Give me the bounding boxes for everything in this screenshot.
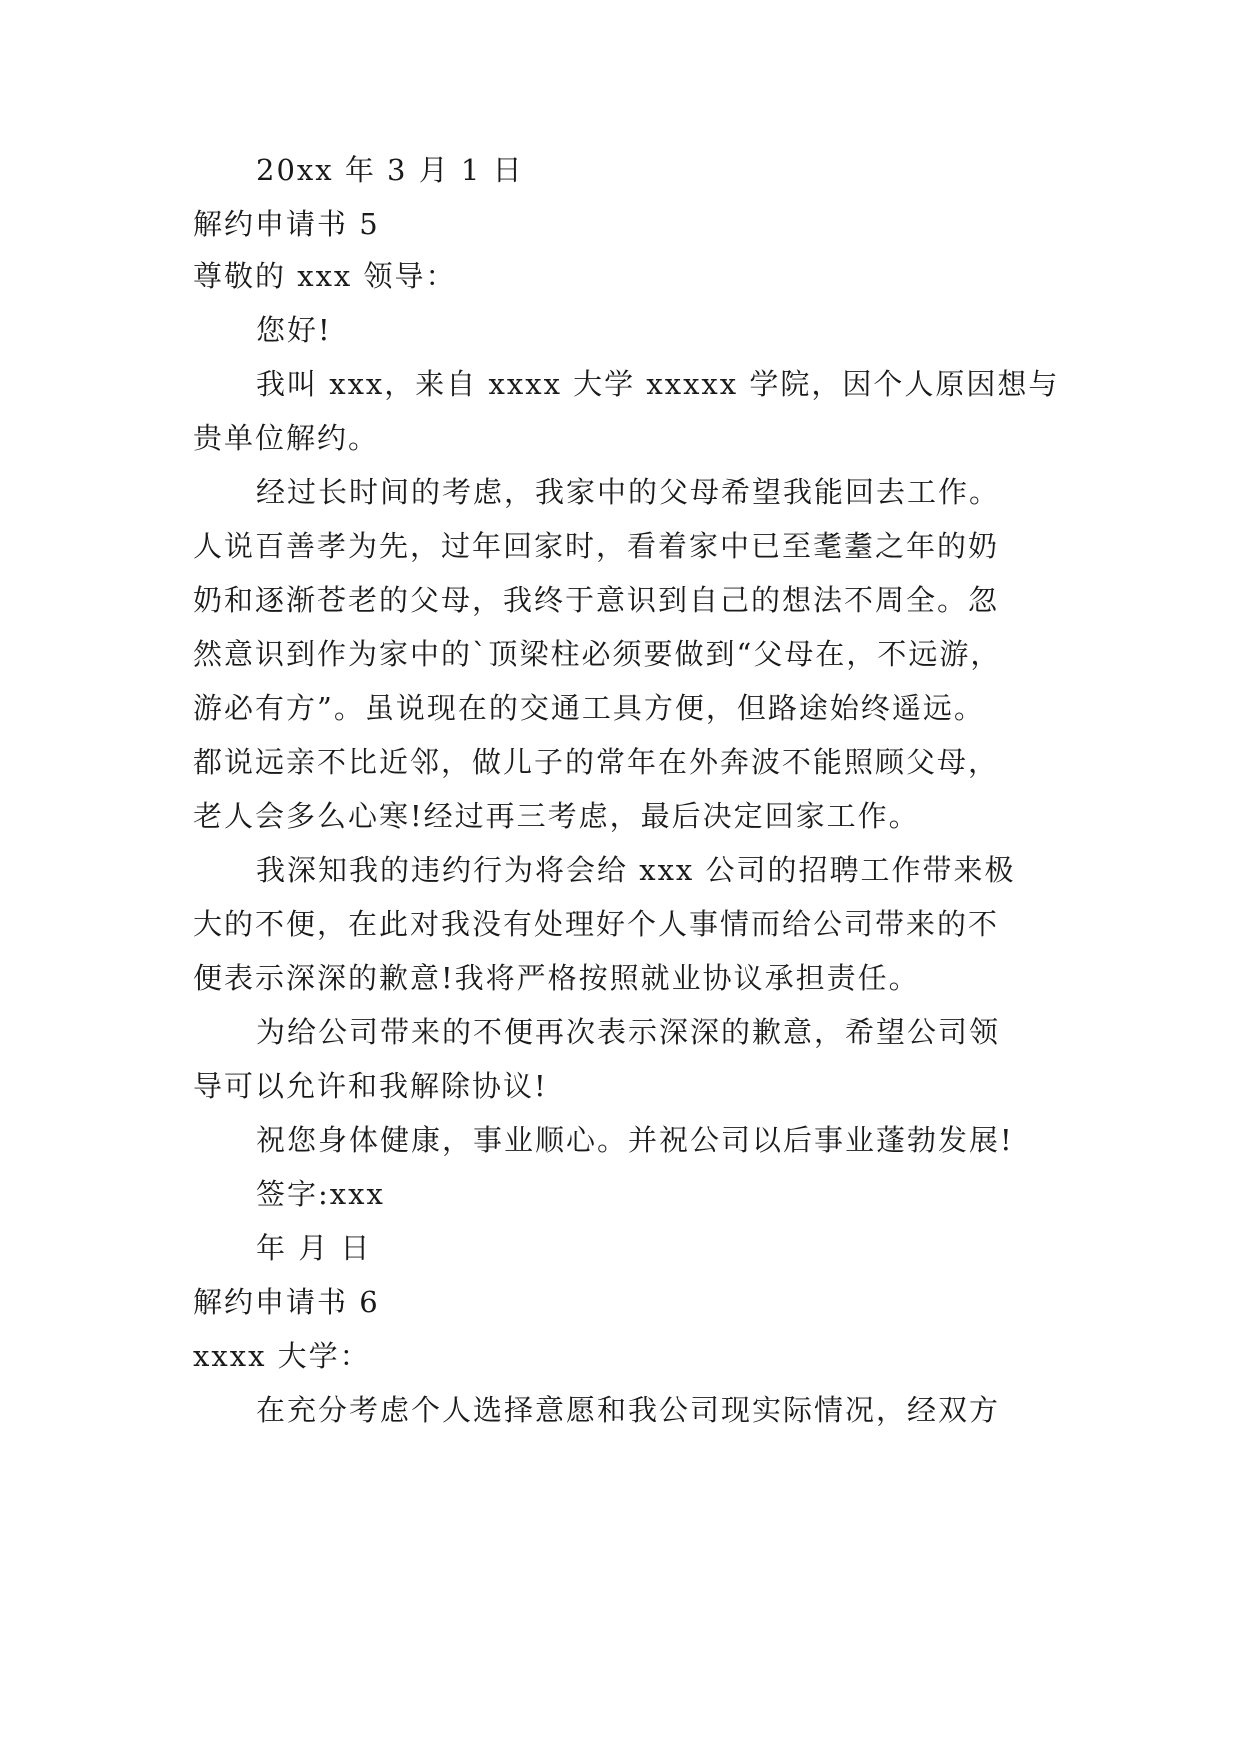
closing-wishes: 祝您身体健康，事业顺心。并祝公司以后事业蓬勃发展!	[256, 1123, 1014, 1157]
paragraph-line: 经过长时间的考虑，我家中的父母希望我能回去工作。	[256, 475, 1001, 509]
signature-line: 签字:xxx	[256, 1177, 385, 1211]
paragraph-line: 便表示深深的歉意!我将严格按照就业协议承担责任。	[193, 961, 920, 995]
section-title-6: 解约申请书 6	[193, 1285, 380, 1319]
paragraph-line: 游必有方”。虽说现在的交通工具方便，但路途始终遥远。	[193, 691, 985, 725]
paragraph-line: 大的不便，在此对我没有处理好个人事情而给公司带来的不	[193, 907, 1000, 941]
paragraph-line: 我叫 xxx，来自 xxxx 大学 xxxxx 学院，因个人原因想与	[256, 367, 1060, 401]
paragraph-line: 然意识到作为家中的`顶梁柱必须要做到“父母在，不远游，	[193, 637, 1002, 671]
date-placeholder: 年 月 日	[256, 1231, 372, 1265]
paragraph-line: 奶和逐渐苍老的父母，我终于意识到自己的想法不周全。忽	[193, 583, 1000, 617]
paragraph-line: 人说百善孝为先，过年回家时，看着家中已至耄耋之年的奶	[193, 529, 1000, 563]
paragraph-line: 贵单位解约。	[193, 421, 380, 455]
greeting: 您好!	[256, 313, 332, 347]
salutation: 尊敬的 xxx 领导：	[193, 259, 457, 293]
recipient-line: xxxx 大学：	[193, 1339, 371, 1373]
paragraph-line: 都说远亲不比近邻，做儿子的常年在外奔波不能照顾父母，	[193, 745, 1000, 779]
paragraph-line: 我深知我的违约行为将会给 xxx 公司的招聘工作带来极	[256, 853, 1016, 887]
section-title-5: 解约申请书 5	[193, 207, 380, 241]
paragraph-line: 导可以允许和我解除协议!	[193, 1069, 548, 1103]
date-line: 20xx 年 3 月 1 日	[256, 153, 524, 187]
paragraph-line: 在充分考虑个人选择意愿和我公司现实际情况，经双方	[256, 1393, 1001, 1427]
paragraph-line: 老人会多么心寒!经过再三考虑，最后决定回家工作。	[193, 799, 920, 833]
paragraph-line: 为给公司带来的不便再次表示深深的歉意，希望公司领	[256, 1015, 1001, 1049]
